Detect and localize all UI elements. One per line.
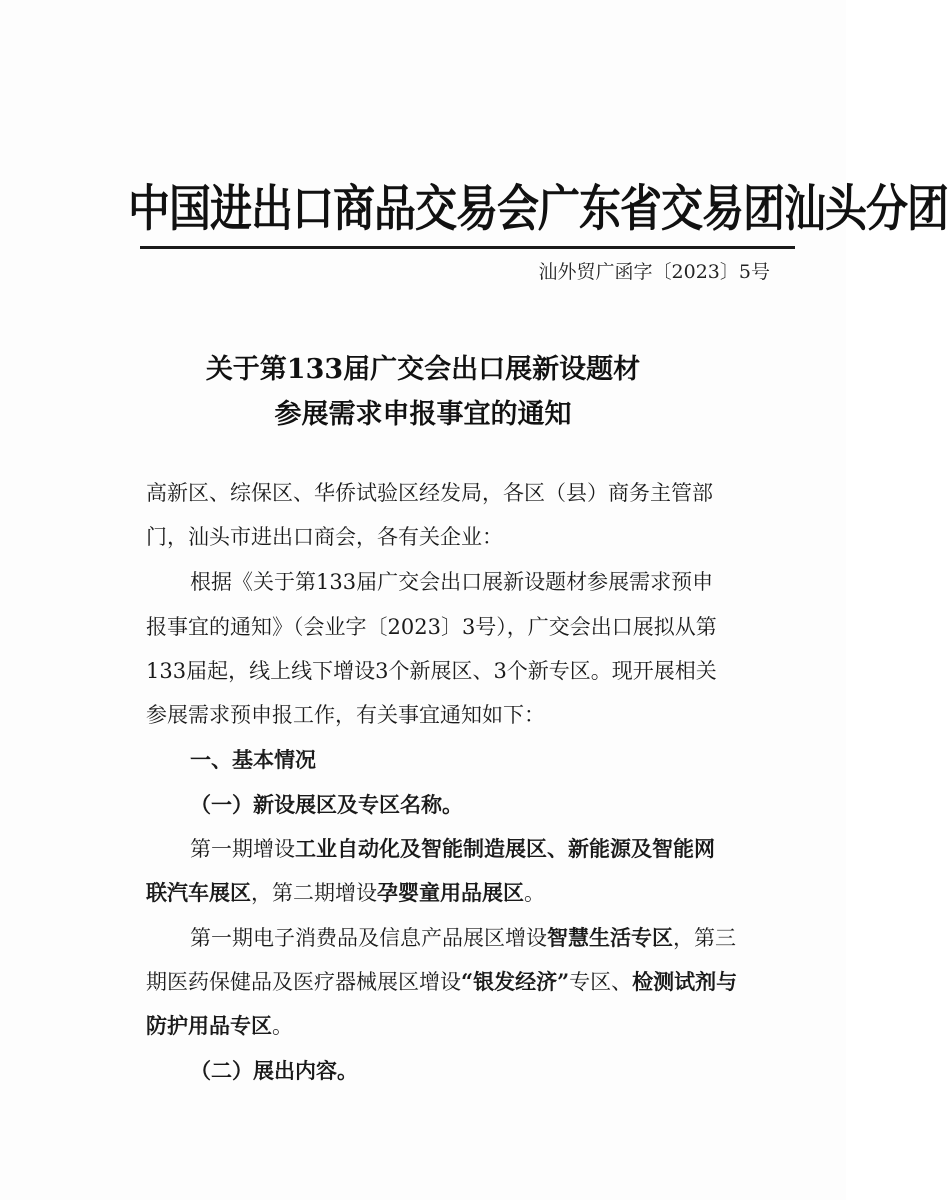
text-run: 。 [524, 881, 545, 905]
bold-text-run: 孕婴童用品展区 [377, 880, 524, 905]
paragraph-2-line-1 [190, 834, 715, 864]
notice-title-line-1: 关于第133届广交会出口展新设题材 [205, 354, 641, 385]
document-number: 汕外贸广函字〔2023〕5号 [538, 261, 770, 283]
paragraph-2-line-2 [146, 878, 545, 908]
subsection-1-heading: （一）新设展区及专区名称。 [190, 792, 463, 817]
paragraph-1-line-2: 报事宜的通知》（会业字〔2023〕3号），广交会出口展拟从第 [146, 615, 717, 639]
text-run: 专区、 [569, 970, 633, 994]
masthead-divider [140, 246, 795, 249]
paragraph-1-line-4: 参展需求预申报工作，有关事宜通知如下： [146, 703, 545, 727]
paragraph-3-line-3 [146, 1011, 293, 1041]
notice-title-line-2: 参展需求申报事宜的通知 [274, 399, 572, 430]
text-run: ，第三 [673, 926, 736, 950]
text-run: 期医药保健品及医疗器械展区增设 [146, 970, 461, 994]
bold-text-run: 检测试剂与 [632, 969, 738, 994]
paragraph-3-line-2 [146, 967, 737, 997]
subsection-2-heading: （二）展出内容。 [190, 1058, 358, 1083]
text-run: 。 [272, 1014, 293, 1038]
bold-text-run: “银发经济” [461, 969, 570, 994]
text-run: 第一期电子消费品及信息产品展区增设 [190, 926, 547, 950]
addressee-line-1: 高新区、综保区、华侨试验区经发局，各区（县）商务主管部 [146, 481, 713, 505]
bold-text-run: 工业自动化及智能制造展区、新能源及智能网 [295, 836, 715, 861]
text-run: 第一期增设 [190, 837, 295, 861]
bold-text-run: 联汽车展区 [146, 880, 251, 905]
text-run: ，第二期增设 [251, 881, 377, 905]
paragraph-1-line-1: 根据《关于第133届广交会出口展新设题材参展需求预申 [190, 570, 714, 594]
paragraph-3-line-1 [190, 923, 736, 953]
section-1-heading: 一、基本情况 [190, 748, 316, 772]
bold-text-run: 智慧生活专区 [547, 925, 673, 950]
paragraph-1-line-3: 133届起，线上线下增设3个新展区、3个新专区。现开展相关 [146, 659, 717, 683]
organization-masthead: 中国进出口商品交易会广东省交易团汕头分团 [128, 179, 948, 238]
addressee-line-2: 门，汕头市进出口商会，各有关企业： [146, 525, 503, 549]
bold-text-run: 防护用品专区 [146, 1013, 272, 1038]
